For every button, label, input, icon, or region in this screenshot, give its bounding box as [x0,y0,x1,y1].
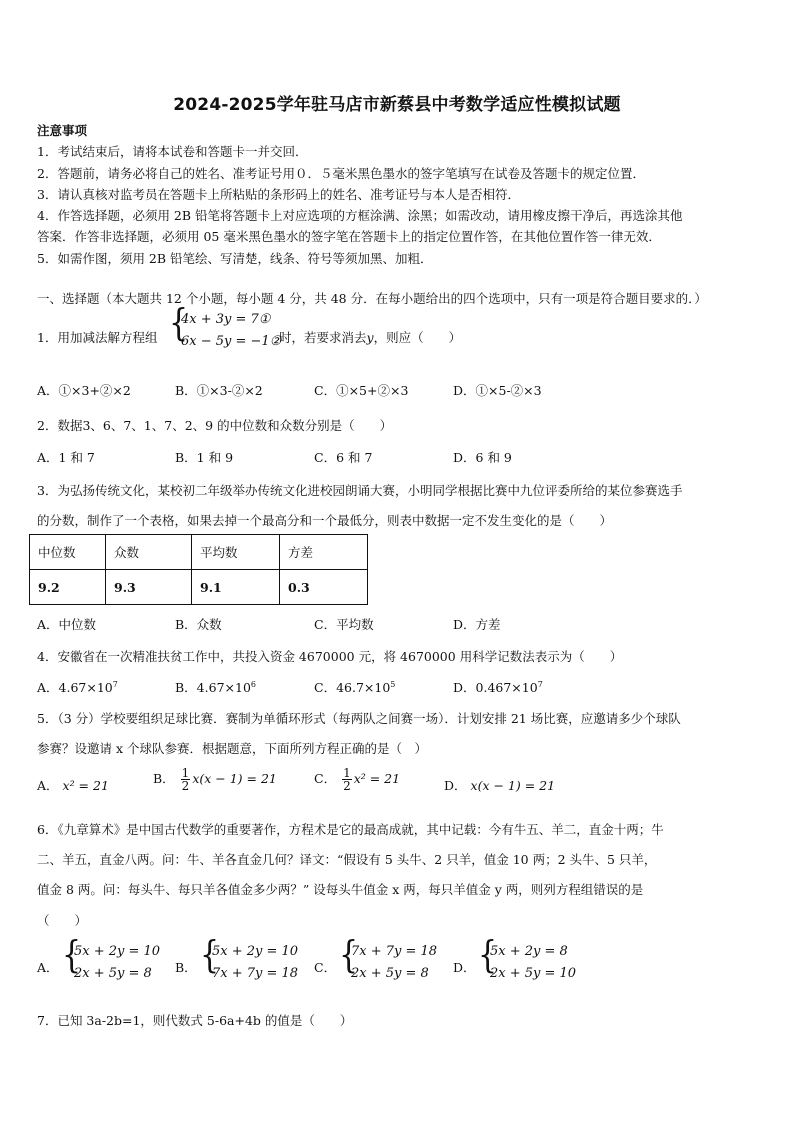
notice-item: 2．答题前，请务必将自己的姓名、准考证号用０．５毫米黑色墨水的签字笔填写在试卷及答题卡的规定位置． [37,166,645,181]
q3-option-a[interactable]: A．中位数 [37,617,97,632]
q6-stem-2: 二、羊五，直金八两。问：牛、羊各直金几何？译文：“假设有 5 头牛、2 只羊，值金 10 两；2 头牛、5 只羊， [37,852,657,867]
q1-eq2: 6x − 5y = −1② [181,334,282,349]
q5-stem-2: 参赛？设邀请 x 个球队参赛．根据题意，下面所列方程正确的是（ ） [37,741,427,756]
q4-option-c[interactable] [314,678,395,696]
fraction-denominator: 2 [343,779,351,793]
option-eq2: 2x + 5y = 8 [74,966,152,981]
option-exponent: 5 [390,679,396,689]
q6-option-a-system[interactable]: { 5x + 2y = 10 2x + 5y = 8 [62,933,161,981]
fraction-denominator: 2 [181,779,190,793]
q6-option-c-system[interactable]: { 7x + 7y = 18 2x + 5y = 8 [339,933,438,981]
option-eq1: 5x + 2y = 10 [74,944,161,959]
option-label: C．46.7×10 [314,680,391,695]
q6-stem-1: 6．《九章算术》是中国古代数学的重要著作，方程术是它的最高成就，其中记载：今有牛五、羊二，直金十两；牛 [37,822,664,837]
q1-option-a[interactable]: A．①×3+②×2 [37,383,131,398]
q2-option-d[interactable]: D．6 和 9 [453,450,512,465]
page-title: 2024-2025学年驻马店市新蔡县中考数学适应性模拟试题 [173,95,621,115]
q1-var: y [366,330,374,345]
table-row [30,535,368,570]
table-header-cell: 方差 [280,535,368,570]
option-eq1: 7x + 7y = 18 [351,944,438,959]
q1-option-c[interactable]: C．①×5+②×3 [314,383,409,398]
option-exponent: 6 [250,679,256,689]
option-eq2: 2x + 5y = 8 [351,966,429,981]
q1-prefix: 1．用加减法解方程组 [37,330,158,345]
q3-option-b[interactable]: B．众数 [175,617,222,632]
option-label: B．4.67×10 [175,680,251,695]
q4-option-a[interactable] [37,678,118,696]
q4-stem: 4．安徽省在一次精准扶贫工作中，共投入资金 4670000 元，将 4670000 用科学记数法表示为（ ） [37,649,623,664]
q2-option-b[interactable]: B．1 和 9 [175,450,234,465]
q6-option-c-label[interactable]: C． [314,960,337,975]
q6-option-d-label[interactable]: D． [453,960,476,975]
notice-item: 4．作答选择题，必须用 2B 铅笔将答题卡上对应选项的方框涂满、涂黑；如需改动，请用橡皮擦干净后，再选涂其他 [37,208,683,223]
q5-stem-1: 5．（3 分）学校要组织足球比赛．赛制为单循环形式（每两队之间赛一场）．计划安排 21 场比赛，应邀请多少个球队 [37,711,681,726]
q7-stem: 7．已知 3a-2b=1，则代数式 5-6a+4b 的值是（ ） [37,1013,353,1028]
q3-stem-1: 3．为弘扬传统文化，某校初二年级举办传统文化进校园朗诵大赛，小明同学根据比赛中九位评委所给的某位参赛选手 [37,483,683,498]
fraction [342,767,352,792]
fraction [181,767,191,792]
q3-stem-2: 的分数，制作了一个表格，如果去掉一个最高分和一个最低分，则表中数据一定不发生变化的是（ ） [37,513,613,528]
q6-option-b-system[interactable]: { 5x + 2y = 10 7x + 7y = 18 [200,933,299,981]
notice-item: 答案．作答非选择题，必须用 05 毫米黑色墨水的签字笔在答题卡上的指定位置作答，在其他位置作答一律无效． [37,229,661,244]
table-header-cell: 中位数 [30,535,106,570]
q5-option-d[interactable] [444,776,555,794]
table-cell: 9.3 [106,570,192,605]
q2-stem: 2．数据3、6、7、1、7、2、9 的中位数和众数分别是（ ） [37,418,393,433]
notice-item: 5．如需作图，须用 2B 铅笔绘、写清楚，线条、符号等须加黑、加粗． [37,251,433,266]
section-heading: 一、选择题（本大题共 12 个小题，每小题 4 分，共 48 分．在每小题给出的四个选项中，只有一项是符合题目要求的．） [37,291,707,306]
q5-option-a[interactable] [37,776,109,794]
option-eq2: 2x + 5y = 10 [490,966,577,981]
q6-option-a-label[interactable]: A． [37,960,59,975]
option-label: C． [314,771,337,786]
q1-equation-system: { 4x + 3y = 7① 6x − 5y = −1② [169,301,282,349]
q1-eq1: 4x + 3y = 7① [181,312,271,327]
option-label: D． [444,778,467,793]
q6-option-d-system[interactable]: { 5x + 2y = 8 2x + 5y = 10 [478,933,577,981]
option-equation: x(x − 1) = 21 [192,771,277,786]
q4-option-b[interactable] [175,678,256,696]
q6-stem-3: 值金 8 两。问：每头牛、每只羊各值金多少两？” 设每头牛值金 x 两，每只羊值金 y 两，则列方程组错误的是 [37,882,644,897]
q5-option-b[interactable] [153,767,277,792]
option-label: D．0.467×10 [453,680,538,695]
q2-option-c[interactable]: C．6 和 7 [314,450,373,465]
q1-option-b[interactable]: B．①×3-②×2 [175,383,263,398]
option-label: A． [37,778,59,793]
table-header-cell: 平均数 [192,535,280,570]
option-label: A．4.67×10 [37,680,113,695]
q3-option-d[interactable]: D．方差 [453,617,501,632]
option-equation: x(x − 1) = 21 [470,778,556,793]
q1-suffix-text2: ，则应（ ） [373,330,462,345]
option-equation: x² = 21 [353,771,401,786]
option-eq1: 5x + 2y = 8 [490,944,568,959]
table-cell: 0.3 [280,570,368,605]
q3-option-c[interactable]: C．平均数 [314,617,374,632]
notice-heading: 注意事项 [37,123,88,138]
q1-suffix-text: 时，若要求消去 [279,330,367,345]
option-exponent: 7 [112,679,118,689]
q3-stats-table [29,534,368,605]
q2-option-a[interactable]: A．1 和 7 [37,450,95,465]
option-label: B． [153,771,175,786]
table-cell: 9.1 [192,570,280,605]
q4-option-d[interactable] [453,678,543,696]
notice-item: 3．请认真核对监考员在答题卡上所粘贴的条形码上的姓名、准考证号与本人是否相符． [37,187,520,202]
q6-option-b-label[interactable]: B． [175,960,197,975]
q1-option-d[interactable]: D．①×5-②×3 [453,383,542,398]
fraction-numerator: 1 [181,766,190,780]
fraction-numerator: 1 [343,766,351,780]
q1-suffix [279,328,461,346]
notice-item: 1．考试结束后，请将本试卷和答题卡一并交回． [37,144,308,159]
option-eq1: 5x + 2y = 10 [212,944,299,959]
q5-option-c[interactable] [314,767,400,792]
option-equation: x² = 21 [62,778,109,793]
q6-stem-4: （ ） [37,913,88,928]
table-cell: 9.2 [30,570,106,605]
table-header-cell: 众数 [106,535,192,570]
table-row [30,570,368,605]
option-exponent: 7 [537,679,543,689]
option-eq2: 7x + 7y = 18 [212,966,299,981]
